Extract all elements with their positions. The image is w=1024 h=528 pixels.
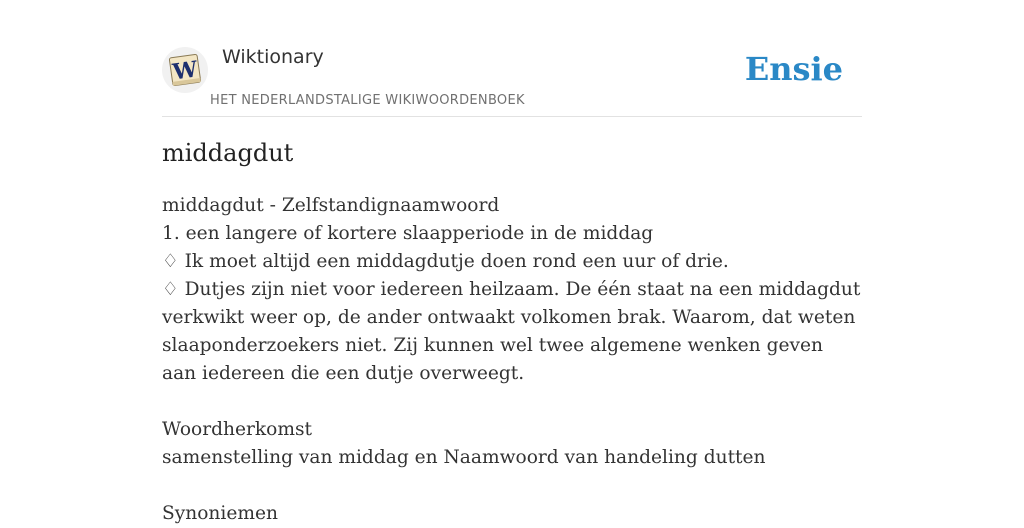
ensie-brand-link[interactable]: Ensie	[744, 50, 843, 88]
logo-tile-icon	[162, 47, 208, 93]
etymology-heading: Woordherkomst	[162, 419, 313, 440]
spacer	[162, 472, 862, 500]
site-tagline: HET NEDERLANDSTALIGE WIKIWOORDENBOEK	[210, 93, 525, 108]
site-header	[162, 0, 862, 117]
spacer	[162, 388, 862, 416]
entry-content	[162, 192, 862, 528]
example-1: ♢ Ik moet altijd een middagdutje doen rond een uur of drie.	[162, 251, 729, 272]
wiktionary-logo-icon[interactable]	[162, 47, 208, 93]
entry-heading: middagdut - Zelfstandignaamwoord	[162, 195, 500, 216]
etymology-text: samenstelling van middag en Naamwoord van handeling dutten	[162, 447, 766, 468]
page-container	[162, 0, 862, 524]
logo-letter: W	[171, 56, 200, 86]
definition-1: 1. een langere of kortere slaapperiode in de middag	[162, 223, 654, 244]
example-2: ♢ Dutjes zijn niet voor iedereen heilzaam. De één staat na een middagdut verkwikt weer op, de ander ontwaakt volkomen brak. Waarom, dat weten slaaponderzoekers niet. Zij kunnen wel twee algemene wenken geven aan iedereen die een dutje overweegt.	[162, 279, 861, 384]
synonyms-heading: Synoniemen	[162, 503, 278, 524]
site-name[interactable]: Wiktionary	[222, 46, 324, 68]
page-title: middagdut	[162, 139, 294, 167]
